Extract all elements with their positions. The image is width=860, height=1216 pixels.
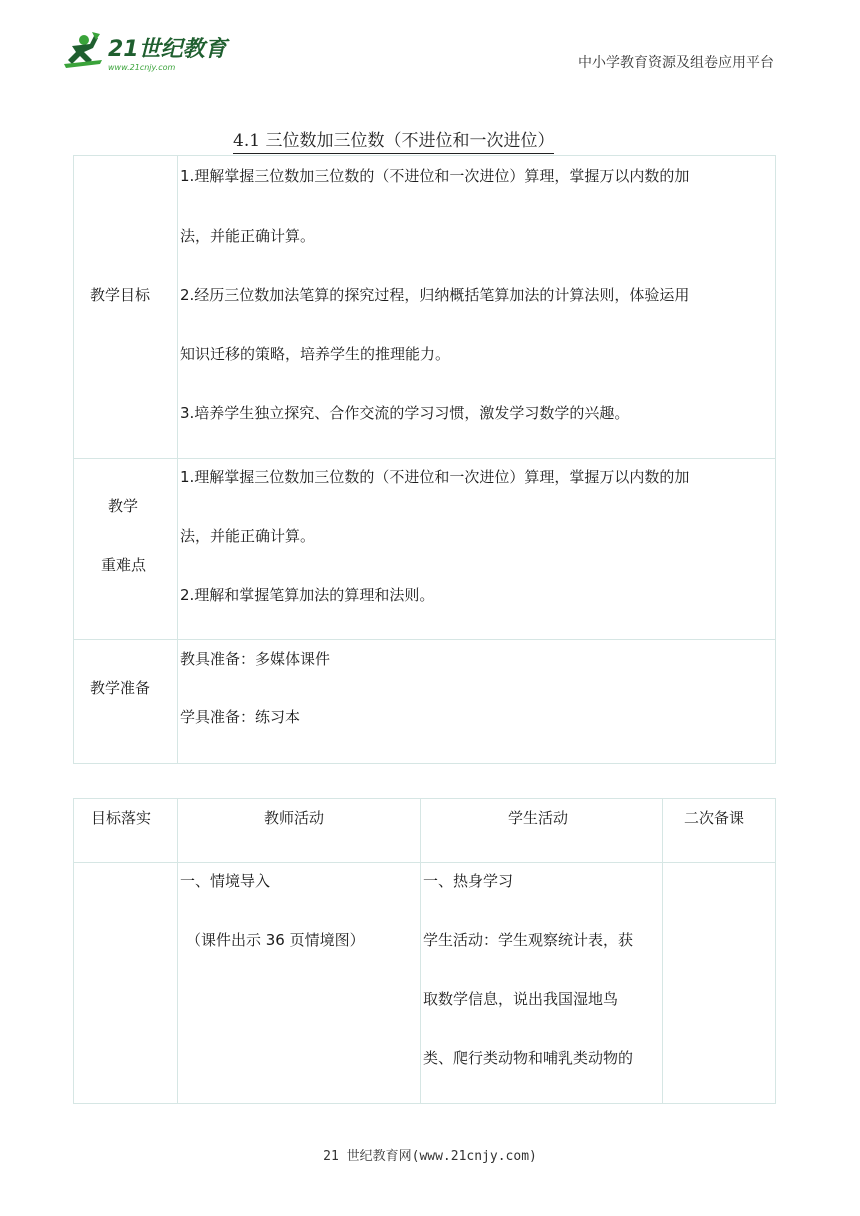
goals-line: 2.经历三位数加法笔算的探究过程，归纳概括笔算加法的计算法则，体验运用	[180, 286, 690, 304]
goals-label: 教学目标	[90, 286, 151, 304]
key-label-line1: 教学	[108, 497, 139, 515]
teacher-activity-line: 一、情境导入	[180, 872, 271, 890]
goals-line: 知识迁移的策略，培养学生的推理能力。	[180, 345, 451, 363]
key-label-line2: 重难点	[101, 556, 147, 574]
platform-name: 中小学教育资源及组卷应用平台	[578, 55, 774, 71]
brand-logo	[62, 30, 232, 76]
goals-label-cell	[74, 156, 178, 459]
document-title: 4.1 三位数加三位数（不进位和一次进位）	[233, 131, 554, 154]
student-activity-line: 学生活动：学生观察统计表，获	[423, 931, 634, 949]
student-activity-line: 一、热身学习	[423, 872, 514, 890]
prep-label: 教学准备	[90, 679, 151, 697]
key-line: 2.理解和掌握笔算加法的算理和法则。	[180, 586, 435, 604]
key-line: 1.理解掌握三位数加三位数的（不进位和一次进位）算理，掌握万以内数的加	[180, 468, 690, 486]
runner-icon	[64, 32, 102, 68]
prep-line: 教具准备：多媒体课件	[180, 650, 331, 668]
prep-line: 学具准备：练习本	[180, 708, 301, 726]
goals-line: 3.培养学生独立探究、合作交流的学习习惯，激发学习数学的兴趣。	[180, 404, 630, 422]
teacher-activity-line: （课件出示 36 页情境图）	[186, 931, 365, 949]
column-header-revision: 二次备课	[684, 809, 745, 827]
student-activity-line: 类、爬行类动物和哺乳类动物的	[423, 1049, 634, 1067]
page-footer: 21 世纪教育网(www.21cnjy.com)	[323, 1149, 537, 1164]
column-header-student: 学生活动	[508, 809, 569, 827]
lesson-info-table	[73, 155, 776, 764]
logo-url: www.21cnjy.com	[108, 63, 176, 72]
student-activity-line: 取数学信息，说出我国湿地鸟	[423, 990, 619, 1008]
goals-line: 1.理解掌握三位数加三位数的（不进位和一次进位）算理，掌握万以内数的加	[180, 167, 690, 185]
goal-cell	[74, 863, 178, 1104]
logo-text: 21世纪教育	[108, 37, 227, 62]
column-header-goal: 目标落实	[91, 809, 152, 827]
goals-line: 法，并能正确计算。	[180, 227, 316, 245]
key-label-cell	[74, 459, 178, 640]
column-header-teacher: 教师活动	[264, 809, 325, 827]
teacher-cell	[178, 863, 421, 1104]
revision-cell	[663, 863, 776, 1104]
key-line: 法，并能正确计算。	[180, 527, 316, 545]
prep-label-cell	[74, 640, 178, 764]
